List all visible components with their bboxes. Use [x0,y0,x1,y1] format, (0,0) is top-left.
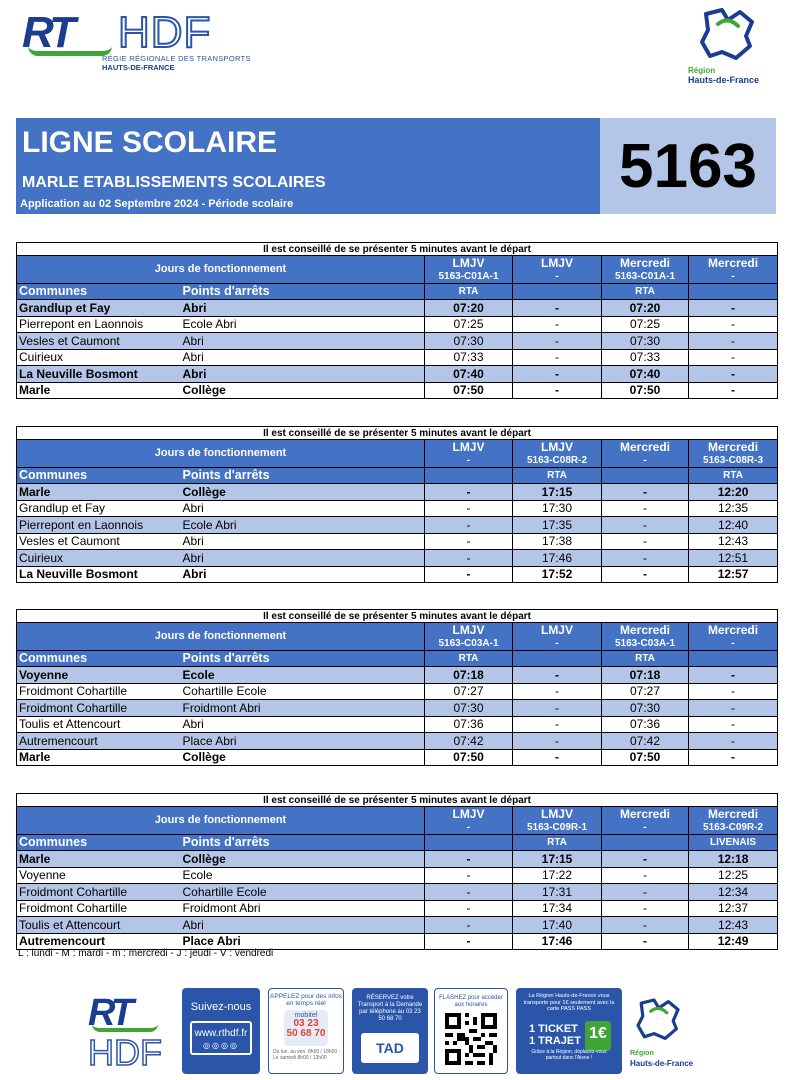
qr-code-icon[interactable] [445,1013,497,1065]
communes-header: Communes [17,650,181,667]
stop-cell: Cohartille Ecole [181,884,425,901]
notice: Il est conseillé de se présenter 5 minutes avant le départ [17,243,778,256]
jours-label: Jours de fonctionnement [17,256,425,284]
time-cell: 07:40 [602,366,689,383]
mobitel-panel [268,988,344,1074]
table-row [17,517,778,534]
table-row [17,900,778,917]
time-cell: 17:31 [513,884,602,901]
time-cell: - [513,366,602,383]
trip-code: 5163-C01A-1 [425,270,513,283]
time-cell: 17:15 [513,484,602,501]
points-header: Points d'arrêts [181,834,425,851]
day-header: LMJV [513,807,602,822]
logo-subtitle-2: HAUTS-DE-FRANCE [102,63,175,72]
ticket-text: La Région Hauts-de-France vous transporte pour 1€ seulement avec la carte PASS PASS [523,993,615,1012]
time-cell: 12:25 [689,867,778,884]
points-header: Points d'arrêts [181,283,425,300]
mode-label: RTA [602,650,689,667]
time-cell: 07:50 [602,749,689,766]
time-cell: - [689,667,778,684]
table-row [17,550,778,567]
application-date: Application au 02 Septembre 2024 - Période scolaire [20,198,294,210]
time-cell: - [602,851,689,868]
jours-label: Jours de fonctionnement [17,623,425,651]
trip-code: - [513,270,602,283]
stop-cell: Place Abri [181,933,425,950]
time-cell: 12:43 [689,533,778,550]
day-header: Mercredi [689,623,778,638]
time-cell: - [425,867,513,884]
mode-label [425,467,513,484]
time-cell: - [602,917,689,934]
ticket-line-1: 1 TICKET [529,1022,578,1035]
stop-cell: Abri [181,349,425,366]
points-header: Points d'arrêts [181,467,425,484]
time-cell: 07:50 [602,382,689,399]
time-cell: 07:30 [602,333,689,350]
commune-cell: Pierrepont en Laonnois [17,517,181,534]
commune-cell: La Neuville Bosmont [17,366,181,383]
tad-text: RÉSERVEZ votre Transport à la Demande par téléphone au 03 23 50 68 70 [357,995,423,1022]
time-cell: - [425,851,513,868]
commune-cell: Autremencourt [17,733,181,750]
mode-label [513,283,602,300]
stop-cell: Cohartille Ecole [181,683,425,700]
table-row [17,733,778,750]
stop-cell: Abri [181,550,425,567]
footer-region-logo [630,994,720,1074]
mode-label: RTA [513,834,602,851]
social-icons: ◎◎◎◎ [203,1041,239,1050]
day-header: LMJV [425,623,513,638]
time-cell: - [689,700,778,717]
table-row [17,349,778,366]
footer [0,984,794,1080]
trip-code: 5163-C03A-1 [425,637,513,650]
mode-label [689,650,778,667]
notice: Il est conseillé de se présenter 5 minutes avant le départ [17,427,778,440]
commune-cell: Cuirieux [17,349,181,366]
stop-cell: Froidmont Abri [181,900,425,917]
day-header: LMJV [513,440,602,455]
time-cell: - [513,733,602,750]
mode-label: RTA [689,467,778,484]
table-row [17,667,778,684]
time-cell: - [602,933,689,950]
day-header: LMJV [425,440,513,455]
time-cell: 07:20 [425,300,513,317]
time-cell: 12:37 [689,900,778,917]
follow-us-label: Suivez-nous [190,1001,252,1013]
time-cell: 17:15 [513,851,602,868]
time-cell: - [513,349,602,366]
day-header: LMJV [425,256,513,271]
table-row [17,884,778,901]
stop-cell: Collège [181,851,425,868]
time-cell: - [602,900,689,917]
stop-cell: Abri [181,500,425,517]
mobitel-phone-2: 50 68 70 [286,1028,326,1039]
commune-cell: Froidmont Cohartille [17,900,181,917]
time-cell: 12:43 [689,917,778,934]
time-cell: 07:36 [602,716,689,733]
time-cell: - [513,667,602,684]
website-link[interactable] [190,1021,252,1055]
footer-rthdf-logo: RT HDF [88,992,162,1073]
day-header: LMJV [425,807,513,822]
table-row [17,500,778,517]
time-cell: - [513,683,602,700]
time-cell: 07:33 [602,349,689,366]
table-row [17,867,778,884]
time-cell: 17:38 [513,533,602,550]
time-cell: 07:27 [602,683,689,700]
stop-cell: Abri [181,917,425,934]
table-row [17,300,778,317]
stop-cell: Ecole Abri [181,517,425,534]
mode-label [602,467,689,484]
mode-label [425,834,513,851]
commune-cell: La Neuville Bosmont [17,566,181,583]
footer-region-label-2: Hauts-de-France [630,1059,694,1068]
time-cell: - [425,533,513,550]
time-cell: - [425,566,513,583]
time-cell: - [513,300,602,317]
footer-region-heart-icon [630,994,686,1046]
notice: Il est conseillé de se présenter 5 minutes avant le départ [17,794,778,807]
follow-us-panel [182,988,260,1074]
mode-label: RTA [602,283,689,300]
time-cell: 12:40 [689,517,778,534]
communes-header: Communes [17,283,181,300]
page-subtitle: MARLE ETABLISSEMENTS SCOLAIRES [22,174,326,191]
ticket-line-2: 1 TRAJET [529,1034,581,1047]
trip-code: - [689,270,778,283]
time-cell: 07:30 [425,333,513,350]
time-cell: 07:25 [425,316,513,333]
timetable [16,242,778,399]
legend: L : lundi - M : mardi - m : mercredi - J : jeudi - V : vendredi [18,948,274,959]
qr-panel [434,988,508,1074]
stop-cell: Ecole Abri [181,316,425,333]
time-cell: 17:52 [513,566,602,583]
commune-cell: Autremencourt [17,933,181,950]
time-cell: 07:50 [425,382,513,399]
day-header: LMJV [513,623,602,638]
time-cell: 17:34 [513,900,602,917]
time-cell: 17:46 [513,933,602,950]
time-cell: 17:22 [513,867,602,884]
time-cell: 07:50 [425,749,513,766]
time-cell: 07:20 [602,300,689,317]
time-cell: 07:27 [425,683,513,700]
table-row [17,533,778,550]
mode-label: LIVENAIS [689,834,778,851]
jours-label: Jours de fonctionnement [17,807,425,835]
time-cell: - [602,517,689,534]
table-row [17,566,778,583]
communes-header: Communes [17,834,181,851]
timetable [16,793,778,950]
day-header: Mercredi [689,256,778,271]
trip-code: - [602,821,689,834]
table-row [17,917,778,934]
day-header: Mercredi [602,256,689,271]
stop-cell: Ecole [181,667,425,684]
commune-cell: Marle [17,749,181,766]
communes-header: Communes [17,467,181,484]
stop-cell: Collège [181,382,425,399]
table-row [17,851,778,868]
timetable [16,426,778,583]
timetable [16,609,778,766]
time-cell: 12:35 [689,500,778,517]
time-cell: - [689,683,778,700]
stop-cell: Ecole [181,867,425,884]
stop-cell: Abri [181,533,425,550]
day-header: Mercredi [602,807,689,822]
time-cell: - [425,500,513,517]
commune-cell: Toulis et Attencourt [17,917,181,934]
time-cell: - [425,917,513,934]
time-cell: - [689,333,778,350]
tad-panel [352,988,428,1074]
rthdf-logo: RT HDF RÉGIE RÉGIONALE DES TRANSPORTS HAUTS-DE-FRANCE [22,8,251,72]
time-cell: - [602,884,689,901]
trip-code: 5163-C08R-3 [689,454,778,467]
table-row [17,382,778,399]
time-cell: 07:36 [425,716,513,733]
commune-cell: Grandlup et Fay [17,300,181,317]
time-cell: - [689,749,778,766]
time-cell: - [513,333,602,350]
mobitel-hours: Du lun. au ven. 8h00 / 18h00 - Le samedi 8h00 / 13h00 [273,1049,341,1061]
time-cell: - [689,733,778,750]
time-cell: - [513,382,602,399]
time-cell: - [602,566,689,583]
commune-cell: Voyenne [17,667,181,684]
time-cell: 12:34 [689,884,778,901]
trip-code: 5163-C09R-2 [689,821,778,834]
time-cell: - [602,550,689,567]
mode-label [689,283,778,300]
time-cell: 17:46 [513,550,602,567]
region-label-1: Région [688,66,716,75]
time-cell: 12:57 [689,566,778,583]
time-cell: 07:33 [425,349,513,366]
time-cell: 07:18 [425,667,513,684]
stop-cell: Abri [181,566,425,583]
commune-cell: Froidmont Cohartille [17,884,181,901]
mobitel-phone-1: 03 23 [293,1018,319,1029]
tad-logo: TAD [361,1033,419,1063]
time-cell: 07:30 [602,700,689,717]
time-cell: 07:25 [602,316,689,333]
ticket-price: 1€ [585,1021,611,1051]
day-header: LMJV [513,256,602,271]
time-cell: - [425,884,513,901]
trip-code: 5163-C01A-1 [602,270,689,283]
time-cell: - [689,716,778,733]
commune-cell: Vesles et Caumont [17,333,181,350]
time-cell: - [425,933,513,950]
table-row [17,749,778,766]
stop-cell: Collège [181,484,425,501]
time-cell: - [425,550,513,567]
stop-cell: Abri [181,366,425,383]
stop-cell: Abri [181,333,425,350]
time-cell: - [602,484,689,501]
trip-code: - [513,637,602,650]
region-logo [684,6,774,84]
notice: Il est conseillé de se présenter 5 minutes avant le départ [17,610,778,623]
website-label: www.rthdf.fr [194,1028,248,1039]
trip-code: - [425,821,513,834]
trip-code: - [425,454,513,467]
time-cell: 12:20 [689,484,778,501]
time-cell: - [425,517,513,534]
footer-region-label-1: Région [630,1050,654,1057]
stop-cell: Abri [181,716,425,733]
time-cell: - [425,900,513,917]
time-cell: - [513,749,602,766]
page-title: LIGNE SCOLAIRE [22,126,278,159]
commune-cell: Marle [17,484,181,501]
ticket-small-text: Grâce à la Région, déplacez-vous partout dans l'Aisne ! [531,1048,607,1061]
stop-cell: Abri [181,300,425,317]
time-cell: - [513,316,602,333]
time-cell: - [425,484,513,501]
time-cell: 07:42 [602,733,689,750]
commune-cell: Cuirieux [17,550,181,567]
commune-cell: Voyenne [17,867,181,884]
region-label-2: Hauts-de-France [688,75,760,85]
day-header: Mercredi [689,440,778,455]
stop-cell: Collège [181,749,425,766]
table-row [17,316,778,333]
points-header: Points d'arrêts [181,650,425,667]
time-cell: 12:51 [689,550,778,567]
trip-code: 5163-C03A-1 [602,637,689,650]
time-cell: 07:30 [425,700,513,717]
mobitel-brand: mobitel [294,1012,318,1019]
trip-code: - [689,637,778,650]
time-cell: - [513,700,602,717]
day-header: Mercredi [602,623,689,638]
commune-cell: Marle [17,382,181,399]
table-row [17,333,778,350]
mode-label [513,650,602,667]
time-cell: 17:40 [513,917,602,934]
mode-label [602,834,689,851]
time-cell: - [513,716,602,733]
ticket-panel [516,988,622,1074]
mobitel-text: APPELEZ pour des infos en temps réel [270,993,342,1007]
time-cell: 17:35 [513,517,602,534]
trip-code: 5163-C09R-1 [513,821,602,834]
time-cell: 07:18 [602,667,689,684]
table-row [17,366,778,383]
time-cell: - [689,366,778,383]
qr-text: FLASHEZ pour accéder aux horaires [439,995,503,1008]
jours-label: Jours de fonctionnement [17,440,425,468]
time-cell: - [602,867,689,884]
time-cell: 07:40 [425,366,513,383]
trip-code: - [602,454,689,467]
commune-cell: Marle [17,851,181,868]
table-row [17,700,778,717]
time-cell: - [689,382,778,399]
table-row [17,683,778,700]
table-row [17,716,778,733]
commune-cell: Froidmont Cohartille [17,683,181,700]
mode-label: RTA [425,650,513,667]
trip-code: 5163-C08R-2 [513,454,602,467]
commune-cell: Pierrepont en Laonnois [17,316,181,333]
logo-subtitle-1: RÉGIE RÉGIONALE DES TRANSPORTS [102,54,251,63]
time-cell: - [689,316,778,333]
time-cell: - [689,300,778,317]
table-row [17,484,778,501]
title-banner [16,118,776,214]
mode-label: RTA [513,467,602,484]
day-header: Mercredi [689,807,778,822]
time-cell: 07:42 [425,733,513,750]
time-cell: 17:30 [513,500,602,517]
stop-cell: Froidmont Abri [181,700,425,717]
line-number: 5163 [619,131,757,201]
time-cell: 12:49 [689,933,778,950]
time-cell: 12:18 [689,851,778,868]
time-cell: - [689,349,778,366]
time-cell: - [602,500,689,517]
mode-label: RTA [425,283,513,300]
region-heart-icon [692,6,762,64]
time-cell: - [602,533,689,550]
commune-cell: Vesles et Caumont [17,533,181,550]
commune-cell: Grandlup et Fay [17,500,181,517]
stop-cell: Place Abri [181,733,425,750]
day-header: Mercredi [602,440,689,455]
commune-cell: Toulis et Attencourt [17,716,181,733]
commune-cell: Froidmont Cohartille [17,700,181,717]
